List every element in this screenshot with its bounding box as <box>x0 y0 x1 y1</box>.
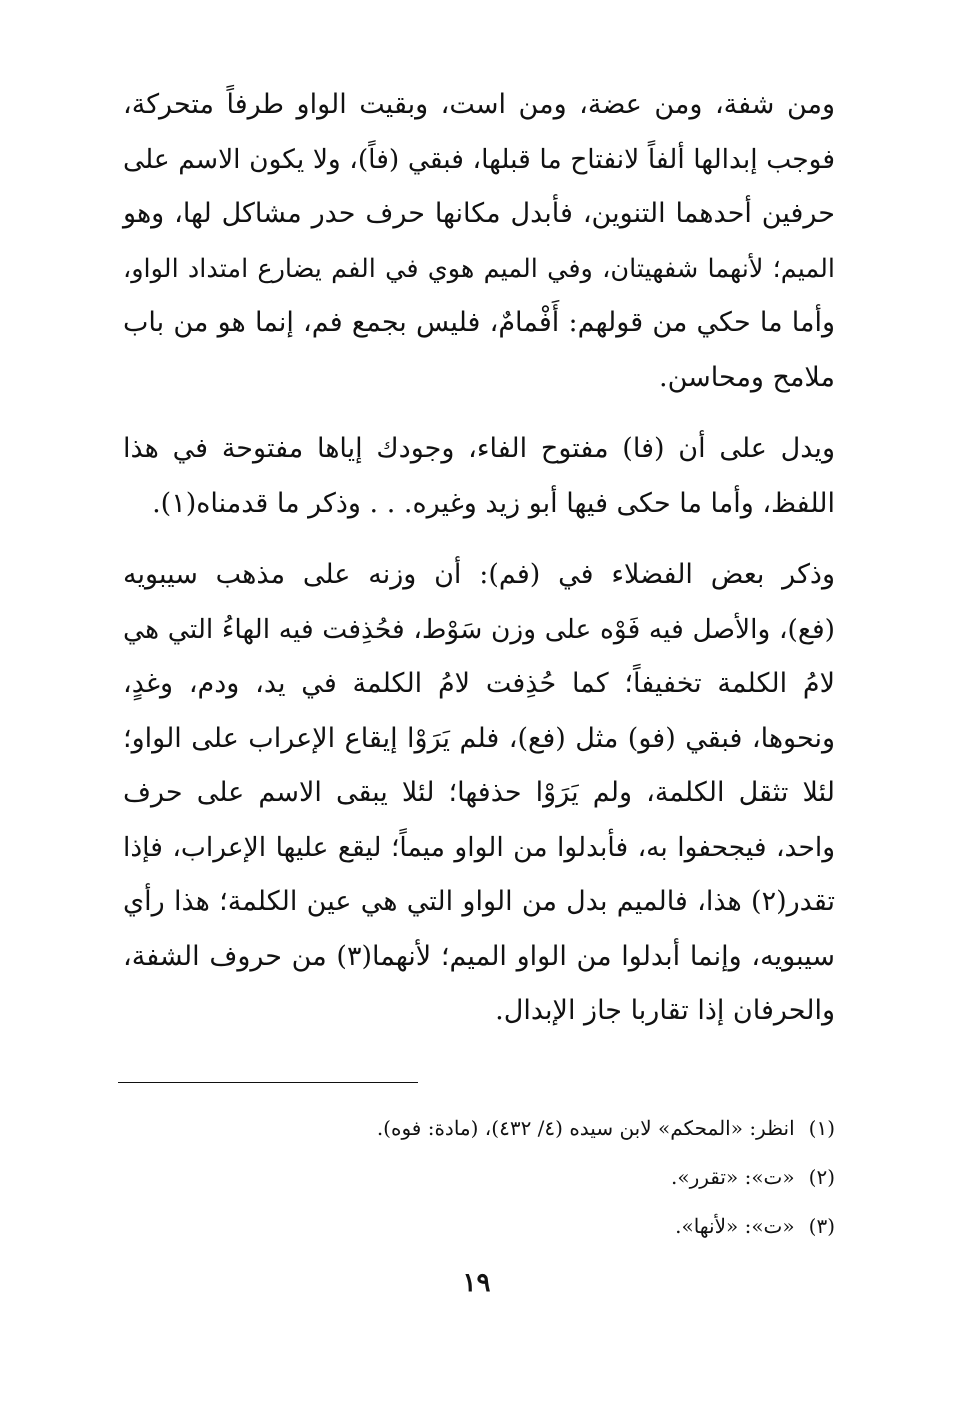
footnote-number: (١) <box>808 1116 835 1140</box>
footnote-1 <box>123 1104 835 1153</box>
text-line: والحرفان إذا تقاربا جاز الإبدال. <box>495 995 835 1026</box>
text-line: ونحوها، فبقي (فو) مثل (فع)، فلم يَرَوْا إيقاع الإعراب على الواو؛ <box>123 722 835 754</box>
text-line: تقدر(٢) هذا، فالميم بدل من الواو التي هي عين الكلمة؛ هذا رأي <box>123 886 835 917</box>
text-line: ويدل على أن (فا) مفتوح الفاء، وجودك إياها مفتوحة في هذا <box>123 433 835 464</box>
footnote-3 <box>123 1202 835 1251</box>
footnote-text: انظر: «المحكم» لابن سيده (٤/ ٤٣٢)، (مادة: فوه). <box>376 1116 795 1140</box>
text-line: وذكر بعض الفضلاء في (فم): أن وزنه على مذهب سيبويه <box>123 559 835 590</box>
text-line: سيبويه، وإنما أبدلوا من الواو الميم؛ لأنهما(٣) من حروف الشفة، <box>123 940 835 972</box>
footnote-separator <box>118 1082 418 1083</box>
footnote-2 <box>123 1153 835 1202</box>
text-line: واحد، فيجحفوا به، فأبدلوا من الواو ميماً؛ ليقع عليها الإعراب، فإذا <box>123 831 835 863</box>
text-line: حرفين أحدهما التنوين، فأبدل مكانها حرف حدر مشاكل لها، وهو <box>123 198 835 229</box>
text-line: وأما ما حكي من قولهم: أَفْمامٌ، فليس بجمع فم، إنما هو من باب <box>123 307 835 338</box>
paragraph-1 <box>123 78 835 405</box>
footnote-number: (٣) <box>808 1214 835 1238</box>
text-line: الميم؛ لأنهما شفهيتان، وفي الميم هوي في الفم يضارع امتداد الواو، <box>123 253 835 284</box>
footnotes <box>123 1104 835 1251</box>
text-line: فوجب إبدالها ألفاً لانفتاح ما قبلها، فبقي (فاً)، ولا يكون الاسم على <box>123 143 835 175</box>
text-line: لئلا تثقل الكلمة، ولم يَرَوْا حذفها؛ لئلا يبقى الاسم على حرف <box>123 777 835 808</box>
text-line: ملامح ومحاسن. <box>659 361 835 393</box>
text-line: (فع)، والأصل فيه فَوْه على وزن سَوْط، فحُذِفت فيه الهاءُ التي هي <box>123 613 835 645</box>
text-line: لامُ الكلمة تخفيفاً؛ كما حُذِفت لامُ الكلمة في يد، ودم، وغدٍ، <box>123 668 835 699</box>
paragraph-2 <box>123 422 835 531</box>
footnote-text: «ت»: «لأنها». <box>675 1214 795 1238</box>
paragraph-3 <box>123 548 835 1039</box>
footnote-number: (٢) <box>808 1165 835 1189</box>
text-line: ومن شفة، ومن عضة، ومن است، وبقيت الواو طرفاً متحركة، <box>123 89 835 120</box>
footnote-text: «ت»: «تقرر». <box>671 1165 795 1189</box>
text-line: اللفظ، وأما ما حكى فيها أبو زيد وغيره. . . وذكر ما قدمناه(١). <box>152 487 835 519</box>
main-text <box>123 78 835 1056</box>
page-number: ١٩ <box>462 1268 491 1298</box>
